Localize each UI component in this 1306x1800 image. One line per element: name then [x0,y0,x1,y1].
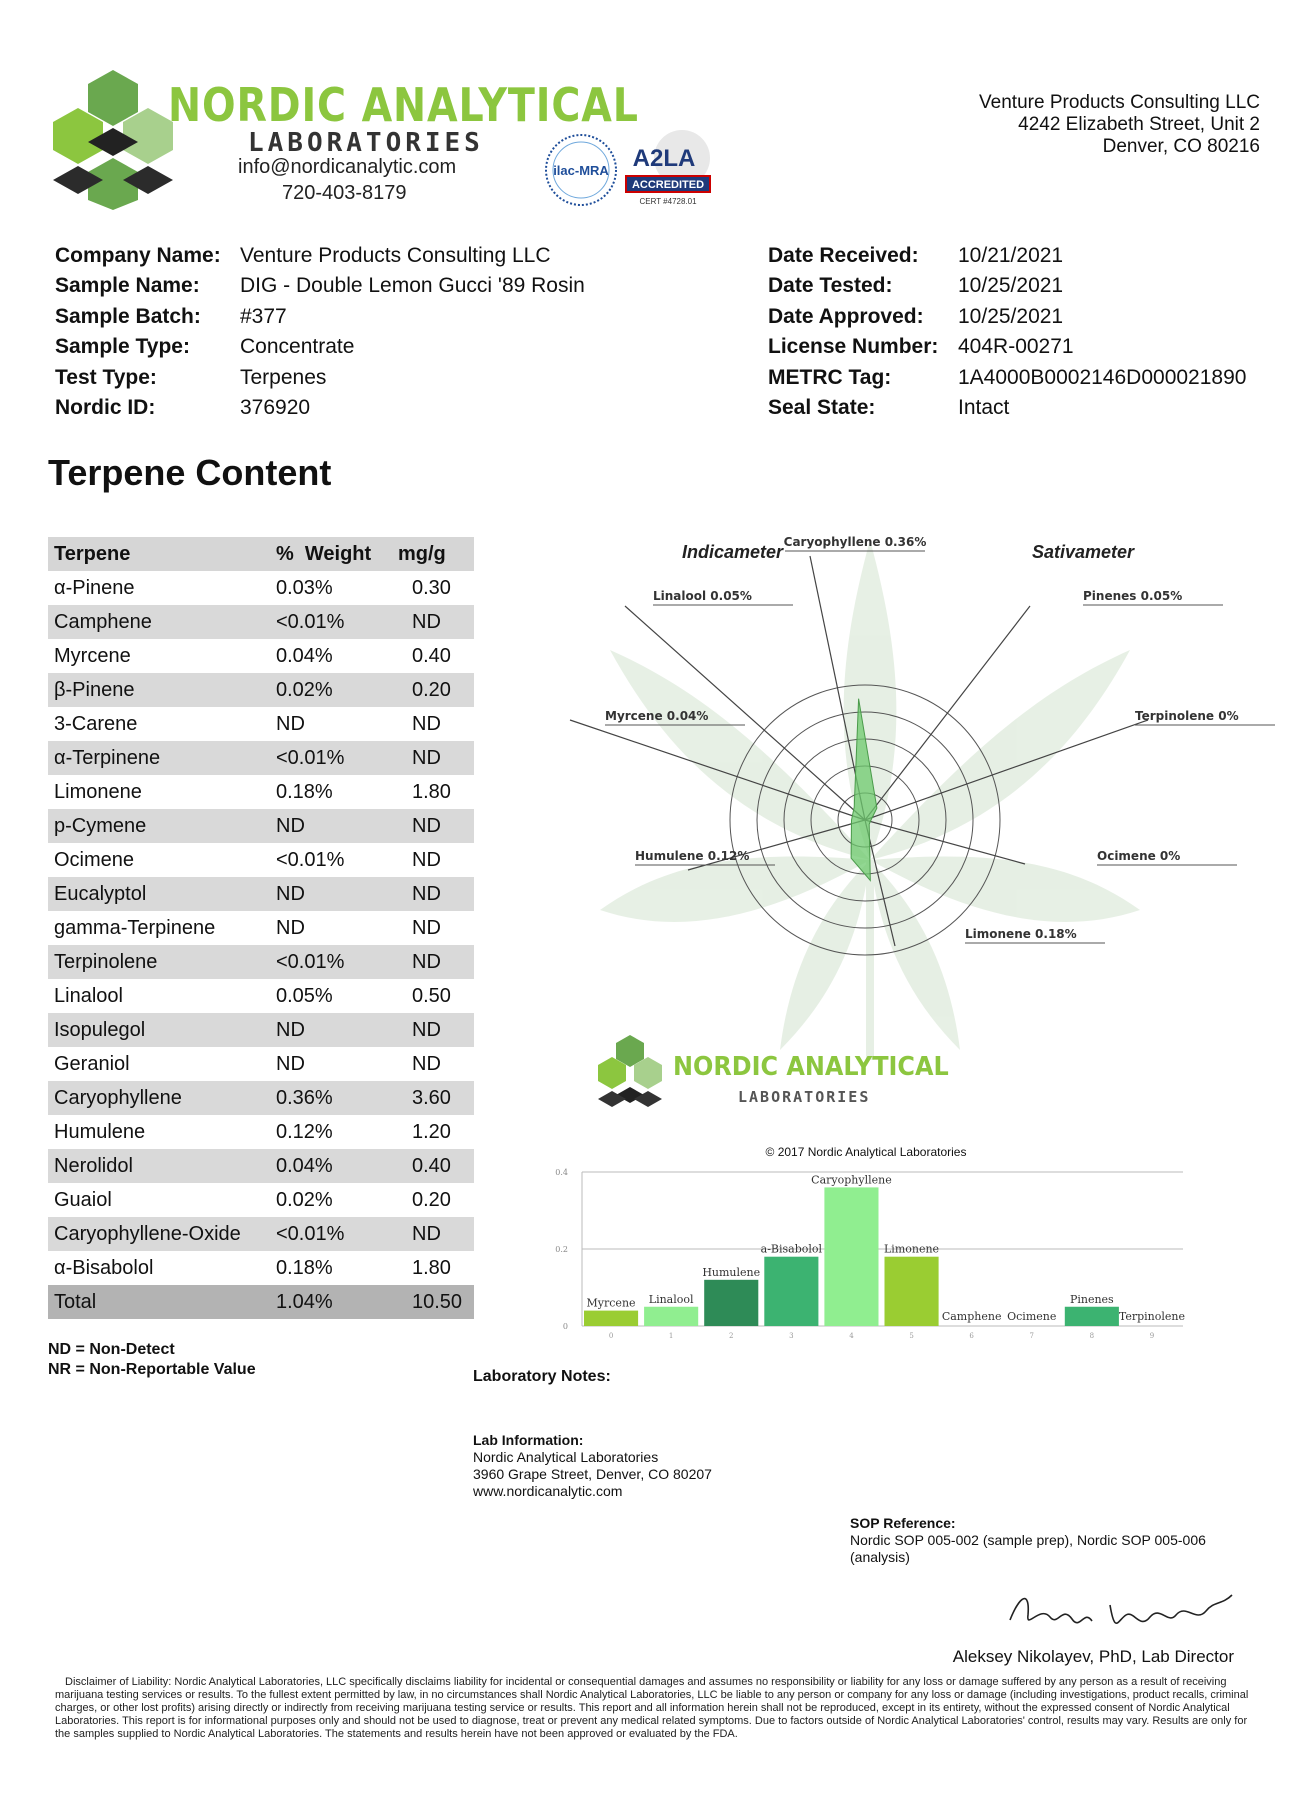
x-tick-label: 2 [729,1332,734,1340]
lab-logo-hexagons [48,70,178,210]
bar [824,1187,878,1326]
mg-per-g: 1.80 [412,1256,451,1279]
weight-percent: <0.01% [270,605,392,639]
terpene-name: α-Bisabolol [54,1256,154,1279]
bar-label: Terpinolene [1118,1310,1186,1323]
terpene-name: 3-Carene [54,712,138,735]
abbreviation-notes [48,1340,256,1380]
mg-per-g: ND [392,945,474,979]
weight-percent: ND [270,809,392,843]
weight-percent: 0.04% [270,1149,392,1183]
watermark-sub: LABORATORIES [738,1088,871,1106]
table-row [48,639,474,673]
ilac-text: ilac-MRA [553,163,609,178]
a2la-text: A2LA [632,145,696,172]
terpene-table [48,537,474,1319]
sop-reference [850,1515,1250,1566]
terpene-name: Guaiol [54,1188,112,1211]
y-tick-label: 0.2 [555,1245,568,1254]
radar-axis-label: Pinenes 0.05% [1083,589,1183,603]
bar-label: Myrcene [586,1296,636,1310]
x-tick-label: 5 [909,1332,914,1340]
info-row: Sample Name: DIG - Double Lemon Gucci '89 Rosin [55,274,585,298]
x-tick-label: 4 [849,1332,854,1340]
client-street: 4242 Elizabeth Street, Unit 2 [1018,114,1260,135]
weight-percent: 0.02% [276,1188,333,1211]
terpene-radar-chart [570,530,1239,1130]
x-tick-label: 7 [1029,1332,1034,1340]
sample-info-left [55,241,585,423]
section-title: Terpene Content [48,452,332,493]
mg-per-g: 0.20 [392,673,474,707]
bar-label: Pinenes [1069,1292,1114,1306]
bar-label: Limonene [884,1242,940,1256]
x-tick-label: 8 [1089,1332,1095,1340]
cert-number: CERT #4728.01 [639,197,697,206]
mg-per-g: ND [392,1013,474,1047]
weight-percent: 0.03% [276,576,333,599]
terpene-name: α-Terpinene [48,741,270,775]
terpene-name: Linalool [54,984,123,1007]
mg-per-g: 0.40 [392,1149,474,1183]
handwritten-signature [1000,1575,1240,1645]
table-row [48,775,474,809]
table-row [48,1081,474,1115]
mg-per-g: ND [412,848,441,871]
bar [764,1257,818,1326]
lab-info-address: 3960 Grape Street, Denver, CO 80207 [473,1466,712,1482]
terpene-name: β-Pinene [48,673,270,707]
table-row [48,1217,474,1251]
bar-label: Caryophyllene [811,1173,892,1187]
mg-per-g: ND [392,741,474,775]
info-row: Company Name: Venture Products Consulting LLC [55,244,551,267]
column-header: mg/g [392,537,474,571]
bar-label: Linalool [648,1292,694,1306]
y-tick-label: 0.4 [555,1168,568,1177]
weight-percent: ND [270,877,392,911]
table-row [48,809,474,843]
weight-percent: <0.01% [270,741,392,775]
radar-axis-label: Linalool 0.05% [653,589,752,603]
terpene-name: Ocimene [54,848,135,871]
indicameter-label: Indicameter [682,542,784,562]
table-row [48,1149,474,1183]
column-header: Terpene [48,537,270,571]
total-mg: 10.50 [392,1285,474,1319]
watermark-brand: NORDIC ANALYTICAL [673,1051,949,1082]
info-row: Date Tested: 10/25/2021 [768,274,1064,298]
sop-text: Nordic SOP 005-002 (sample prep), Nordic SOP 005-006 (analysis) [850,1532,1206,1565]
lab-info-name: Nordic Analytical Laboratories [473,1449,659,1465]
bar-marks [584,1173,1185,1340]
weight-percent: ND [276,712,305,735]
watermark-logo [598,1035,662,1107]
mg-per-g: 1.20 [412,1120,451,1143]
terpene-name: Myrcene [54,644,131,667]
lab-notes-title: Laboratory Notes: [473,1368,611,1385]
brand-subtitle: LABORATORIES [248,128,484,158]
table-row [48,1183,474,1217]
terpene-name: α-Pinene [54,576,135,599]
table-row [48,945,474,979]
weight-percent: 0.18% [276,780,333,803]
table-row [48,1115,474,1149]
weight-percent: 0.36% [270,1081,392,1115]
info-row: METRC Tag: 1A4000B0002146D000021890 [768,365,1247,389]
table-row [48,1013,474,1047]
mg-per-g: ND [412,916,441,939]
weight-percent: 0.18% [276,1256,333,1279]
sativameter-label: Sativameter [1032,542,1135,562]
total-label: Total [48,1285,270,1319]
x-tick-label: 1 [668,1332,674,1340]
x-tick-label: 9 [1149,1332,1155,1340]
weight-percent: 0.02% [270,673,392,707]
mg-per-g: 0.50 [412,984,451,1007]
bar [1065,1307,1119,1326]
total-weight: 1.04% [270,1285,392,1319]
info-row: Seal State: Intact [768,396,1010,420]
table-row [48,979,474,1013]
lab-information [473,1432,712,1500]
mg-per-g: 0.40 [412,644,451,667]
nr-note: NR = Non-Reportable Value [48,1361,256,1378]
radar-axis-label: Humulene 0.12% [635,849,750,863]
sop-title: SOP Reference: [850,1515,956,1531]
chart-title: © 2017 Nordic Analytical Laboratories [765,1145,967,1159]
accredited-text: ACCREDITED [631,179,705,191]
bar [644,1307,698,1326]
table-row [48,707,474,741]
mg-per-g: 0.30 [412,576,451,599]
lab-info-website: www.nordicanalytic.com [473,1483,623,1499]
info-row: Sample Type: Concentrate [55,335,355,359]
terpene-name: gamma-Terpinene [54,916,216,939]
info-row: Date Received: 10/21/2021 [768,244,1064,267]
terpene-name: Nerolidol [48,1149,270,1183]
client-address [979,92,1260,158]
mg-per-g: ND [412,712,441,735]
table-row [48,673,474,707]
signer-name: Aleksey Nikolayev, PhD, Lab Director [952,1647,1234,1666]
table-total-row [48,1285,474,1319]
table-row [48,571,474,605]
info-row: Date Approved: 10/25/2021 [768,304,1064,328]
client-city: Denver, CO 80216 [1102,136,1260,157]
a2la-accredited-badge [620,126,720,212]
weight-percent: 0.04% [276,644,333,667]
bar-label: a-Bisabolol [760,1242,823,1256]
table-row [48,911,474,945]
radar-axis-label: Ocimene 0% [1097,849,1181,863]
bar-label: Humulene [702,1265,761,1279]
bar [584,1311,638,1326]
bar-label: Ocimene [1007,1310,1057,1323]
bar [885,1257,939,1326]
mg-per-g: 1.80 [412,780,451,803]
info-row: Sample Batch: #377 [55,304,287,328]
radar-axis-label: Caryophyllene 0.36% [783,535,927,549]
weight-percent: ND [270,1013,392,1047]
terpene-name: Eucalyptol [48,877,270,911]
table-row [48,741,474,775]
mg-per-g: ND [392,877,474,911]
weight-percent: 0.12% [276,1120,333,1143]
radar-axis-label: Terpinolene 0% [1135,709,1239,723]
sample-info-right [768,241,1246,423]
weight-percent: <0.01% [276,848,345,871]
terpene-name: Caryophyllene-Oxide [48,1217,270,1251]
table-row [48,1047,474,1081]
brand-name: NORDIC ANALYTICAL [168,78,639,132]
radar-axis-label: Myrcene 0.04% [605,709,709,723]
nd-note: ND = Non-Detect [48,1341,175,1358]
weight-percent: ND [276,916,305,939]
terpene-name: Humulene [54,1120,146,1143]
table-row [48,843,474,877]
mg-per-g: 3.60 [392,1081,474,1115]
terpene-name: Isopulegol [48,1013,270,1047]
column-header: % Weight [270,537,392,571]
bar-label: Camphene [941,1310,1002,1323]
weight-percent: ND [276,1052,305,1075]
brand-email: info@nordicanalytic.com [238,156,457,178]
mg-per-g: ND [392,809,474,843]
mg-per-g: 0.20 [412,1188,451,1211]
terpene-bar-chart [528,1140,1198,1340]
info-row: License Number: 404R-00271 [768,335,1074,359]
terpene-name: Limonene [54,780,142,803]
radar-axis-label: Limonene 0.18% [965,927,1077,941]
mg-per-g: ND [412,1052,441,1075]
info-row: Nordic ID: 376920 [55,396,311,420]
disclaimer-text: Disclaimer of Liability: Nordic Analytical Laboratories, LLC specifically disclaims liability for incidental or consequential damages and assumes no responsibility or liability for any loss or damage suffered by any person as a result of receiving marijuana testing services or results. To the fullest extent permitted by law, in no circumstances shall Nordic Analytical Laboratories, LLC be liable to any person or company for any loss or damage (including investigations, product recalls, criminal charges, or other lost profits) arising directly or indirectly from receiving marijuana testing service or results. This report and all information herein shall not be reproduced, except in its entirety, without the expressed consent of Nordic Analytical Laboratories. This report is for informational purposes only and should not be used to diagnose, treat or prevent any medical related symptoms. Due to factors outside of Nordic Analytical Laboratories' control, results may vary. Results are only for the samples supplied to Nordic Analytical Laboratories. The statements and results herein have not been approved or evaluated by the FDA. [55,1676,1249,1740]
weight-percent: 0.05% [276,984,333,1007]
table-row [48,1251,474,1285]
terpene-name: Terpinolene [48,945,270,979]
x-tick-label: 6 [969,1332,974,1340]
terpene-name: Camphene [48,605,270,639]
x-tick-label: 3 [789,1332,794,1340]
table-row [48,605,474,639]
weight-percent: <0.01% [270,945,392,979]
table-row [48,877,474,911]
client-name: Venture Products Consulting LLC [979,92,1260,113]
ilac-mra-badge [544,128,618,212]
mg-per-g: ND [392,1217,474,1251]
info-row: Test Type: Terpenes [55,365,327,389]
table-header-row [48,537,474,571]
mg-per-g: ND [392,605,474,639]
y-tick-label: 0 [562,1322,568,1331]
lab-info-title: Lab Information: [473,1432,584,1448]
x-tick-label: 0 [608,1332,614,1340]
brand-phone: 720-403-8179 [282,182,407,204]
terpene-name: Caryophyllene [48,1081,270,1115]
bar [704,1280,758,1326]
terpene-name: p-Cymene [48,809,270,843]
terpene-name: Geraniol [54,1052,130,1075]
weight-percent: <0.01% [270,1217,392,1251]
